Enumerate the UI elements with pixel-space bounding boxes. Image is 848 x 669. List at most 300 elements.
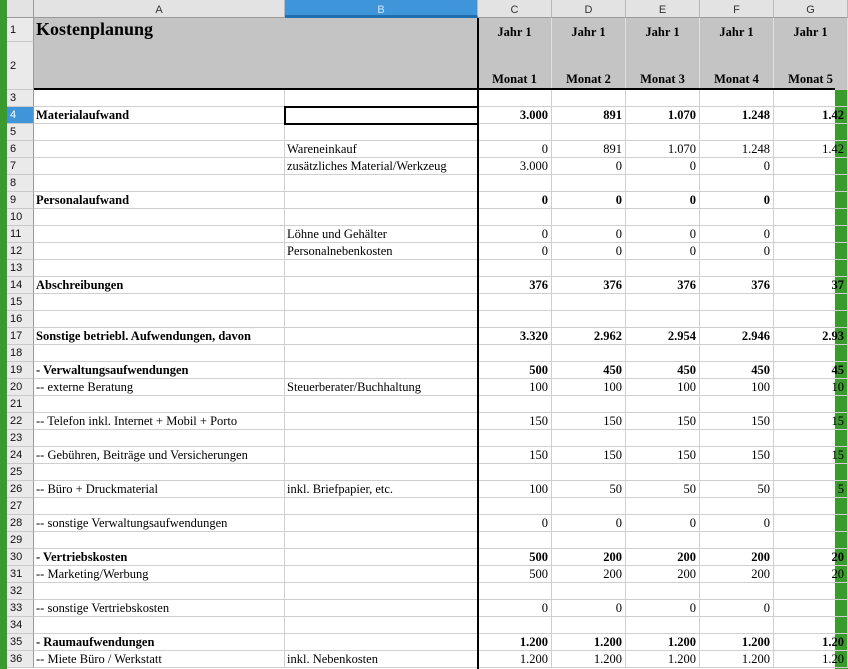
cell-value-month-5[interactable]: 1.42: [774, 141, 848, 158]
cell-note-b[interactable]: [285, 311, 478, 328]
cell-value-month-2[interactable]: [552, 90, 626, 107]
cell-value-month-3[interactable]: 150: [626, 447, 700, 464]
cell-value-month-2[interactable]: 376: [552, 277, 626, 294]
cell-label-a[interactable]: - Vertriebskosten: [34, 549, 285, 566]
cell-value-month-2[interactable]: 450: [552, 362, 626, 379]
cell-value-month-2[interactable]: 0: [552, 226, 626, 243]
cell-label-a[interactable]: - Verwaltungsaufwendungen: [34, 362, 285, 379]
year-label: Jahr 1: [571, 25, 606, 39]
cell-value-month-1[interactable]: [478, 617, 552, 634]
row-header-25[interactable]: 25: [7, 464, 34, 481]
cell-value-month-1[interactable]: 500: [478, 566, 552, 583]
cell-value-month-2[interactable]: 100: [552, 379, 626, 396]
cell-value-month-3[interactable]: 1.200: [626, 651, 700, 668]
cell-value-month-1[interactable]: [478, 294, 552, 311]
cell-value-month-4[interactable]: 150: [700, 413, 774, 430]
row-header-12[interactable]: 12: [7, 243, 34, 260]
cell-note-b[interactable]: [285, 464, 478, 481]
cell-value-month-2[interactable]: 200: [552, 549, 626, 566]
cell-note-b[interactable]: [285, 345, 478, 362]
cell-value-month-5[interactable]: [774, 515, 848, 532]
cell-value-month-3[interactable]: 450: [626, 362, 700, 379]
cell-value-month-4[interactable]: [700, 124, 774, 141]
cell-value-month-5[interactable]: [774, 192, 848, 209]
cell-value-month-1[interactable]: [478, 396, 552, 413]
row-header-5[interactable]: 5: [7, 124, 34, 141]
cell-note-b[interactable]: [285, 549, 478, 566]
cell-value-month-5[interactable]: 10: [774, 379, 848, 396]
cell-note-b[interactable]: Löhne und Gehälter: [285, 226, 478, 243]
cell-note-b[interactable]: [285, 192, 478, 209]
page-title: Kostenplanung: [34, 18, 478, 90]
cell-value-month-1[interactable]: [478, 90, 552, 107]
cell-value-month-2[interactable]: 2.962: [552, 328, 626, 345]
cell-value-month-3[interactable]: [626, 175, 700, 192]
cell-value-month-2[interactable]: [552, 209, 626, 226]
row-header-33[interactable]: 33: [7, 600, 34, 617]
cell-value-month-3[interactable]: [626, 260, 700, 277]
row-header-31[interactable]: 31: [7, 566, 34, 583]
cell-label-a[interactable]: [34, 617, 285, 634]
row-header-14[interactable]: 14: [7, 277, 34, 294]
cell-value-month-3[interactable]: [626, 430, 700, 447]
cell-label-a[interactable]: [34, 226, 285, 243]
row-header-21[interactable]: 21: [7, 396, 34, 413]
cell-label-a[interactable]: [34, 243, 285, 260]
cell-value-month-3[interactable]: 0: [626, 515, 700, 532]
cell-value-month-5[interactable]: [774, 396, 848, 413]
cell-note-b[interactable]: [285, 294, 478, 311]
cell-value-month-2[interactable]: 150: [552, 413, 626, 430]
cell-value-month-3[interactable]: 100: [626, 379, 700, 396]
cell-value-month-1[interactable]: [478, 175, 552, 192]
cell-label-a[interactable]: -- Miete Büro / Werkstatt: [34, 651, 285, 668]
cell-note-b[interactable]: Wareneinkauf: [285, 141, 478, 158]
cell-value-month-5[interactable]: 2.93: [774, 328, 848, 345]
cell-value-month-3[interactable]: [626, 532, 700, 549]
cell-value-month-2[interactable]: [552, 260, 626, 277]
cell-value-month-4[interactable]: 0: [700, 158, 774, 175]
cell-note-b[interactable]: [285, 277, 478, 294]
row-header-15[interactable]: 15: [7, 294, 34, 311]
cell-note-b[interactable]: [285, 396, 478, 413]
cell-value-month-4[interactable]: 200: [700, 549, 774, 566]
column-header-b[interactable]: B: [285, 0, 478, 18]
cell-note-b[interactable]: inkl. Briefpapier, etc.: [285, 481, 478, 498]
cell-value-month-1[interactable]: 500: [478, 549, 552, 566]
cell-label-a[interactable]: [34, 396, 285, 413]
cell-value-month-4[interactable]: 0: [700, 515, 774, 532]
cell-value-month-1[interactable]: 500: [478, 362, 552, 379]
cell-value-month-5[interactable]: [774, 430, 848, 447]
cell-note-b[interactable]: [285, 583, 478, 600]
cell-value-month-1[interactable]: 1.200: [478, 651, 552, 668]
cell-value-month-1[interactable]: [478, 209, 552, 226]
row-header-34[interactable]: 34: [7, 617, 34, 634]
row-header-8[interactable]: 8: [7, 175, 34, 192]
cell-value-month-5[interactable]: 45: [774, 362, 848, 379]
cell-value-month-3[interactable]: 150: [626, 413, 700, 430]
cell-value-month-2[interactable]: 50: [552, 481, 626, 498]
spreadsheet-grid[interactable]: [7, 0, 844, 669]
cell-value-month-2[interactable]: [552, 311, 626, 328]
cell-label-a[interactable]: [34, 260, 285, 277]
month-header-cell: [478, 18, 552, 90]
cell-value-month-4[interactable]: 1.248: [700, 107, 774, 124]
cell-label-a[interactable]: [34, 430, 285, 447]
row-header-17[interactable]: 17: [7, 328, 34, 345]
cell-value-month-4[interactable]: [700, 294, 774, 311]
select-all-corner[interactable]: [7, 0, 34, 18]
cell-note-b[interactable]: zusätzliches Material/Werkzeug: [285, 158, 478, 175]
row-header-1[interactable]: 1: [7, 18, 34, 42]
cell-value-month-2[interactable]: 1.200: [552, 651, 626, 668]
column-header-e[interactable]: E: [626, 0, 700, 18]
cell-label-a[interactable]: -- Gebühren, Beiträge und Versicherungen: [34, 447, 285, 464]
cell-value-month-5[interactable]: [774, 175, 848, 192]
cell-value-month-1[interactable]: 3.000: [478, 158, 552, 175]
cell-value-month-3[interactable]: [626, 90, 700, 107]
cell-value-month-1[interactable]: 0: [478, 141, 552, 158]
cell-value-month-2[interactable]: [552, 294, 626, 311]
row-header-32[interactable]: 32: [7, 583, 34, 600]
cell-value-month-2[interactable]: 891: [552, 141, 626, 158]
cell-value-month-3[interactable]: [626, 294, 700, 311]
column-header-d[interactable]: D: [552, 0, 626, 18]
cell-note-b[interactable]: Personalnebenkosten: [285, 243, 478, 260]
cell-value-month-4[interactable]: 0: [700, 600, 774, 617]
cell-value-month-4[interactable]: [700, 209, 774, 226]
cell-note-b[interactable]: [285, 532, 478, 549]
cell-value-month-3[interactable]: 200: [626, 549, 700, 566]
cell-note-b[interactable]: [285, 124, 478, 141]
cell-value-month-1[interactable]: 3.000: [478, 107, 552, 124]
cell-note-b[interactable]: Steuerberater/Buchhaltung: [285, 379, 478, 396]
cell-label-a[interactable]: [34, 498, 285, 515]
cell-value-month-1[interactable]: 1.200: [478, 634, 552, 651]
cell-label-a[interactable]: -- Telefon inkl. Internet + Mobil + Porto: [34, 413, 285, 430]
cell-value-month-5[interactable]: 20: [774, 566, 848, 583]
row-header-3[interactable]: 3: [7, 90, 34, 107]
month-header-cell: [626, 18, 700, 90]
month-header-cell: [700, 18, 774, 90]
row-header-13[interactable]: 13: [7, 260, 34, 277]
cell-value-month-1[interactable]: [478, 345, 552, 362]
row-header-18[interactable]: 18: [7, 345, 34, 362]
month-label: Monat 2: [566, 72, 611, 86]
cell-value-month-1[interactable]: 0: [478, 515, 552, 532]
cell-value-month-3[interactable]: 0: [626, 243, 700, 260]
cell-value-month-1[interactable]: [478, 260, 552, 277]
row-header-27[interactable]: 27: [7, 498, 34, 515]
cell-note-b[interactable]: [285, 566, 478, 583]
row-header-20[interactable]: 20: [7, 379, 34, 396]
cell-value-month-4[interactable]: 200: [700, 566, 774, 583]
cell-value-month-5[interactable]: [774, 532, 848, 549]
cell-value-month-2[interactable]: [552, 532, 626, 549]
cell-value-month-5[interactable]: 15: [774, 413, 848, 430]
cell-value-month-2[interactable]: [552, 498, 626, 515]
cell-value-month-1[interactable]: [478, 430, 552, 447]
cell-label-a[interactable]: Abschreibungen: [34, 277, 285, 294]
cell-value-month-4[interactable]: 450: [700, 362, 774, 379]
cell-value-month-5[interactable]: [774, 226, 848, 243]
cell-value-month-2[interactable]: 891: [552, 107, 626, 124]
cell-value-month-5[interactable]: 1.20: [774, 634, 848, 651]
cell-value-month-2[interactable]: 0: [552, 243, 626, 260]
cell-note-b[interactable]: [285, 515, 478, 532]
cell-value-month-4[interactable]: [700, 464, 774, 481]
cell-value-month-4[interactable]: [700, 498, 774, 515]
cell-label-a[interactable]: -- Marketing/Werbung: [34, 566, 285, 583]
cell-value-month-4[interactable]: 2.946: [700, 328, 774, 345]
cell-value-month-4[interactable]: 376: [700, 277, 774, 294]
cell-value-month-5[interactable]: [774, 260, 848, 277]
cell-value-month-3[interactable]: 1.200: [626, 634, 700, 651]
cell-value-month-4[interactable]: [700, 532, 774, 549]
column-header-f[interactable]: F: [700, 0, 774, 18]
column-header-g[interactable]: G: [774, 0, 848, 18]
cell-value-month-5[interactable]: [774, 158, 848, 175]
cell-value-month-5[interactable]: [774, 311, 848, 328]
cell-label-a[interactable]: [34, 158, 285, 175]
cell-value-month-1[interactable]: [478, 464, 552, 481]
cell-label-a[interactable]: [34, 294, 285, 311]
cell-value-month-3[interactable]: [626, 345, 700, 362]
cell-value-month-3[interactable]: [626, 209, 700, 226]
cell-label-a[interactable]: [34, 175, 285, 192]
cell-value-month-1[interactable]: [478, 583, 552, 600]
cell-value-month-3[interactable]: 0: [626, 158, 700, 175]
cell-label-a[interactable]: [34, 90, 285, 107]
cell-label-a[interactable]: [34, 464, 285, 481]
cell-value-month-2[interactable]: [552, 464, 626, 481]
row-header-16[interactable]: 16: [7, 311, 34, 328]
year-label: Jahr 1: [719, 25, 754, 39]
cell-note-b[interactable]: [285, 600, 478, 617]
cell-note-b[interactable]: [285, 175, 478, 192]
cell-note-b[interactable]: [285, 413, 478, 430]
cell-value-month-1[interactable]: 100: [478, 379, 552, 396]
row-header-6[interactable]: 6: [7, 141, 34, 158]
cell-note-b[interactable]: inkl. Nebenkosten: [285, 651, 478, 668]
cell-value-month-3[interactable]: 1.070: [626, 107, 700, 124]
row-header-10[interactable]: 10: [7, 209, 34, 226]
cell-value-month-5[interactable]: [774, 498, 848, 515]
cell-note-b[interactable]: [285, 617, 478, 634]
cell-value-month-5[interactable]: [774, 345, 848, 362]
cell-value-month-5[interactable]: [774, 583, 848, 600]
cell-value-month-4[interactable]: [700, 583, 774, 600]
cell-label-a[interactable]: [34, 532, 285, 549]
cell-value-month-3[interactable]: 2.954: [626, 328, 700, 345]
cell-value-month-1[interactable]: 3.320: [478, 328, 552, 345]
row-header-26[interactable]: 26: [7, 481, 34, 498]
selected-cell-cursor[interactable]: [284, 106, 479, 125]
cell-value-month-4[interactable]: [700, 345, 774, 362]
row-header-29[interactable]: 29: [7, 532, 34, 549]
cell-value-month-4[interactable]: [700, 175, 774, 192]
cell-value-month-5[interactable]: [774, 124, 848, 141]
cell-value-month-1[interactable]: 100: [478, 481, 552, 498]
cell-value-month-5[interactable]: 1.42: [774, 107, 848, 124]
cell-value-month-2[interactable]: [552, 617, 626, 634]
cell-label-a[interactable]: [34, 124, 285, 141]
cell-value-month-4[interactable]: [700, 260, 774, 277]
cell-label-a[interactable]: Personalaufwand: [34, 192, 285, 209]
cell-value-month-1[interactable]: [478, 532, 552, 549]
cell-value-month-3[interactable]: [626, 396, 700, 413]
cell-value-month-1[interactable]: [478, 124, 552, 141]
month-label: Monat 5: [788, 72, 833, 86]
cell-value-month-5[interactable]: [774, 600, 848, 617]
cell-value-month-4[interactable]: [700, 617, 774, 634]
cell-value-month-2[interactable]: 0: [552, 192, 626, 209]
cell-value-month-2[interactable]: [552, 396, 626, 413]
column-header-c[interactable]: C: [478, 0, 552, 18]
cell-value-month-4[interactable]: 0: [700, 192, 774, 209]
cell-value-month-3[interactable]: 200: [626, 566, 700, 583]
header-divider-line: [34, 88, 835, 90]
cell-value-month-5[interactable]: 1.20: [774, 651, 848, 668]
cell-value-month-3[interactable]: 0: [626, 192, 700, 209]
cell-value-month-4[interactable]: [700, 430, 774, 447]
cell-note-b[interactable]: [285, 328, 478, 345]
cell-label-a[interactable]: [34, 345, 285, 362]
cell-value-month-5[interactable]: [774, 294, 848, 311]
cell-label-a[interactable]: [34, 141, 285, 158]
cell-value-month-1[interactable]: 0: [478, 226, 552, 243]
cell-value-month-1[interactable]: [478, 498, 552, 515]
cell-value-month-4[interactable]: 150: [700, 447, 774, 464]
cell-value-month-1[interactable]: 0: [478, 243, 552, 260]
row-header-22[interactable]: 22: [7, 413, 34, 430]
cell-value-month-5[interactable]: 15: [774, 447, 848, 464]
cell-value-month-5[interactable]: 37: [774, 277, 848, 294]
cell-value-month-1[interactable]: 0: [478, 192, 552, 209]
row-header-30[interactable]: 30: [7, 549, 34, 566]
cell-value-month-1[interactable]: 150: [478, 413, 552, 430]
cell-value-month-5[interactable]: [774, 90, 848, 107]
cell-value-month-4[interactable]: 1.200: [700, 634, 774, 651]
cell-label-a[interactable]: -- externe Beratung: [34, 379, 285, 396]
cell-value-month-1[interactable]: [478, 311, 552, 328]
cell-value-month-3[interactable]: 0: [626, 226, 700, 243]
cell-value-month-4[interactable]: 0: [700, 243, 774, 260]
cell-value-month-3[interactable]: [626, 617, 700, 634]
cell-value-month-2[interactable]: 200: [552, 566, 626, 583]
cell-value-month-3[interactable]: 1.070: [626, 141, 700, 158]
cell-value-month-2[interactable]: 150: [552, 447, 626, 464]
cell-value-month-4[interactable]: 50: [700, 481, 774, 498]
cell-value-month-3[interactable]: 50: [626, 481, 700, 498]
row-header-35[interactable]: 35: [7, 634, 34, 651]
cell-value-month-4[interactable]: [700, 396, 774, 413]
cell-value-month-5[interactable]: 5: [774, 481, 848, 498]
row-header-11[interactable]: 11: [7, 226, 34, 243]
cell-value-month-2[interactable]: [552, 430, 626, 447]
cell-label-a[interactable]: -- sonstige Vertriebskosten: [34, 600, 285, 617]
row-header-24[interactable]: 24: [7, 447, 34, 464]
cell-label-a[interactable]: [34, 311, 285, 328]
cell-value-month-2[interactable]: [552, 175, 626, 192]
cell-label-a[interactable]: [34, 583, 285, 600]
cell-value-month-3[interactable]: [626, 583, 700, 600]
cell-label-a[interactable]: -- sonstige Verwaltungsaufwendungen: [34, 515, 285, 532]
row-header-19[interactable]: 19: [7, 362, 34, 379]
row-header-9[interactable]: 9: [7, 192, 34, 209]
cell-value-month-2[interactable]: 0: [552, 600, 626, 617]
cell-value-month-5[interactable]: 20: [774, 549, 848, 566]
cell-value-month-5[interactable]: [774, 464, 848, 481]
column-header-a[interactable]: A: [34, 0, 285, 18]
cell-value-month-2[interactable]: 1.200: [552, 634, 626, 651]
cell-value-month-2[interactable]: 0: [552, 515, 626, 532]
cell-note-b[interactable]: [285, 362, 478, 379]
cell-value-month-3[interactable]: 0: [626, 600, 700, 617]
cell-value-month-2[interactable]: [552, 124, 626, 141]
cell-value-month-4[interactable]: [700, 90, 774, 107]
cell-label-a[interactable]: -- Büro + Druckmaterial: [34, 481, 285, 498]
cell-value-month-4[interactable]: 100: [700, 379, 774, 396]
month-label: Monat 3: [640, 72, 685, 86]
cell-note-b[interactable]: [285, 634, 478, 651]
cell-note-b[interactable]: [285, 498, 478, 515]
cell-value-month-1[interactable]: 376: [478, 277, 552, 294]
cell-value-month-1[interactable]: 150: [478, 447, 552, 464]
month-label: Monat 4: [714, 72, 759, 86]
cell-value-month-4[interactable]: 1.200: [700, 651, 774, 668]
cell-value-month-4[interactable]: 1.248: [700, 141, 774, 158]
cell-label-a[interactable]: Materialaufwand: [34, 107, 285, 124]
cell-note-b[interactable]: [285, 209, 478, 226]
year-label: Jahr 1: [497, 25, 532, 39]
row-header-23[interactable]: 23: [7, 430, 34, 447]
cell-value-month-5[interactable]: [774, 617, 848, 634]
cell-label-a[interactable]: [34, 209, 285, 226]
cell-note-b[interactable]: [285, 430, 478, 447]
cell-value-month-5[interactable]: [774, 243, 848, 260]
cell-value-month-3[interactable]: [626, 464, 700, 481]
cell-note-b[interactable]: [285, 90, 478, 107]
cell-value-month-1[interactable]: 0: [478, 600, 552, 617]
month-header-cell: [552, 18, 626, 90]
cell-value-month-3[interactable]: [626, 124, 700, 141]
cell-label-a[interactable]: - Raumaufwendungen: [34, 634, 285, 651]
cell-value-month-4[interactable]: 0: [700, 226, 774, 243]
cell-value-month-3[interactable]: [626, 311, 700, 328]
row-header-28[interactable]: 28: [7, 515, 34, 532]
cell-label-a[interactable]: Sonstige betriebl. Aufwendungen, davon: [34, 328, 285, 345]
cell-value-month-2[interactable]: 0: [552, 158, 626, 175]
cell-note-b[interactable]: [285, 260, 478, 277]
cell-value-month-4[interactable]: [700, 311, 774, 328]
year-label: Jahr 1: [793, 25, 828, 39]
cell-value-month-3[interactable]: 376: [626, 277, 700, 294]
row-header-36[interactable]: 36: [7, 651, 34, 668]
month-label: Monat 1: [492, 72, 537, 86]
row-header-4[interactable]: 4: [7, 107, 34, 124]
row-header-7[interactable]: 7: [7, 158, 34, 175]
cell-value-month-2[interactable]: [552, 583, 626, 600]
cell-value-month-3[interactable]: [626, 498, 700, 515]
cell-value-month-2[interactable]: [552, 345, 626, 362]
cell-note-b[interactable]: [285, 447, 478, 464]
year-label: Jahr 1: [645, 25, 680, 39]
cell-value-month-5[interactable]: [774, 209, 848, 226]
row-header-2[interactable]: 2: [7, 42, 34, 90]
month-header-cell: [774, 18, 848, 90]
